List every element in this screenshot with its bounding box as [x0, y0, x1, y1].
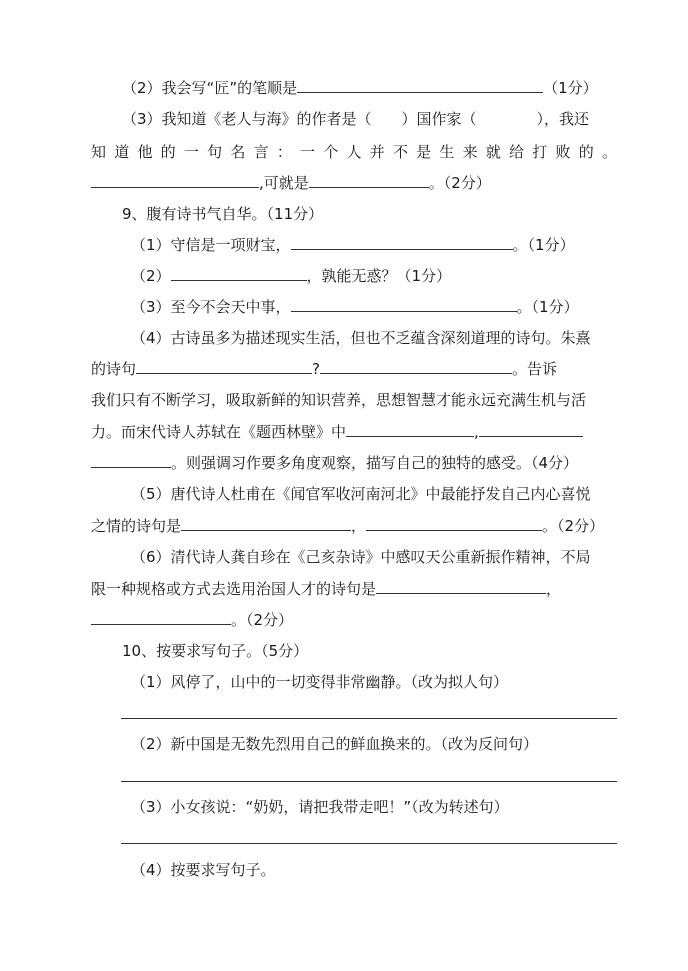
q9-item6-blank-2[interactable]	[91, 610, 231, 625]
q8-item3-mid-text: ,可就是	[259, 174, 309, 192]
q10-item3-answer-line[interactable]	[121, 843, 617, 844]
q9-item6-line3	[91, 610, 293, 630]
q9-item4-line2	[91, 359, 557, 379]
q9-item2-label: （2）	[131, 267, 171, 285]
q10-item1-answer-line[interactable]	[121, 718, 617, 719]
q9-item4-blank-4[interactable]	[479, 422, 583, 437]
q8-item2-text: （2）我会写“匠”的笔顺是	[122, 79, 298, 97]
q8-item3-blank-1[interactable]	[91, 173, 259, 188]
q9-item4-line5-text: 。则强调习作要多角度观察，描写自己的独特的感受。（4分）	[171, 454, 579, 472]
q9-item4-blank-5[interactable]	[91, 453, 171, 468]
q9-item2	[131, 266, 451, 286]
q9-item4-line4-text: 力。而宋代诗人苏轼在《题西林壁》中	[91, 423, 347, 441]
q9-item6-line1: （6）清代诗人龚自珍在《己亥杂诗》中感叹天公重新振作精神，不局	[131, 548, 591, 566]
q8-item3-line1: （3）我知道《老人与海》的作者是（ ）国作家（ ），我还	[122, 110, 590, 128]
q9-item3-text: （3）至今不会天中事，	[131, 298, 291, 316]
q10-item1: （1）风停了，山中的一切变得非常幽静。（改为拟人句）	[131, 673, 509, 691]
q10-title: 10、按要求写句子。（5分）	[122, 642, 309, 660]
q9-item5-line2-text: 之情的诗句是	[91, 517, 182, 535]
q9-item1-blank[interactable]	[291, 235, 513, 250]
q9-item4-line4	[91, 422, 583, 442]
q9-item6-comma: ，	[546, 580, 562, 598]
q9-item6-score: 。（2分）	[231, 611, 294, 629]
q9-item4-line2-end: 。告诉	[511, 360, 557, 378]
q8-item3-quote: 知道他的一句名言：一个人并不是生来就给打败的。	[91, 143, 617, 161]
q8-item3-line2	[91, 142, 617, 162]
q9-item4-blank-2[interactable]	[320, 359, 512, 374]
q9-item6-line2-text: 限一种规格或方式去选用治国人才的诗句是	[91, 580, 377, 598]
q9-item1-score: 。（1分）	[512, 236, 575, 254]
q9-item4-blank-3[interactable]	[346, 422, 474, 437]
q10-item3: （3）小女孩说：“奶奶，请把我带走吧！”（改为转述句）	[131, 798, 509, 816]
q9-item1	[131, 235, 575, 255]
q9-item3-score: 。（1分）	[516, 298, 579, 316]
q9-item2-text: ，孰能无惑？（1分）	[306, 267, 452, 285]
q8-item2-score: （1分）	[543, 79, 598, 97]
q9-item5-blank-1[interactable]	[181, 516, 351, 531]
q9-item6-blank-1[interactable]	[376, 579, 546, 594]
q10-item2: （2）新中国是无数先烈用自己的鲜血换来的。（改为反问句）	[131, 735, 539, 753]
q9-item5-score: 。（2分）	[542, 517, 605, 535]
q9-item5-blank-2[interactable]	[366, 516, 542, 531]
q8-item3-score: 。（2分）	[428, 174, 491, 192]
q9-item5-line2	[91, 516, 604, 536]
q9-item4-line5	[91, 453, 578, 473]
q9-item5-comma: ，	[351, 517, 367, 535]
q9-item2-blank[interactable]	[171, 266, 307, 281]
q9-item4-blank-1[interactable]	[136, 359, 312, 374]
q9-item4-line2-text: 的诗句	[91, 360, 137, 378]
q9-item6-line2	[91, 579, 561, 599]
q9-item4-line3: 我们只有不断学习，吸取新鲜的知识营养，思想智慧才能永远充满生机与活	[91, 391, 587, 409]
q10-item4: （4）按要求写句子。	[131, 861, 276, 879]
q9-item1-text: （1）守信是一项财宝，	[131, 236, 291, 254]
q8-item3-blank-2[interactable]	[309, 173, 429, 188]
q9-item4-question-mark: ?	[312, 360, 320, 378]
q8-item3-line3	[91, 173, 491, 193]
q9-title: 9、腹有诗书气自华。（11分）	[122, 205, 324, 223]
q10-item2-answer-line[interactable]	[121, 781, 617, 782]
q8-item2	[122, 78, 598, 98]
q9-item4-line1: （4）古诗虽多为描述现实生活，但也不乏蕴含深刻道理的诗句。朱熹	[131, 329, 591, 347]
q8-item2-answer-blank[interactable]	[297, 78, 543, 93]
q9-item4-comma: ,	[474, 423, 479, 441]
q9-item5-line1: （5）唐代诗人杜甫在《闻官军收河南河北》中最能抒发自己内心喜悦	[131, 485, 591, 503]
q9-item3-blank[interactable]	[291, 297, 517, 312]
q9-item3	[131, 297, 579, 317]
